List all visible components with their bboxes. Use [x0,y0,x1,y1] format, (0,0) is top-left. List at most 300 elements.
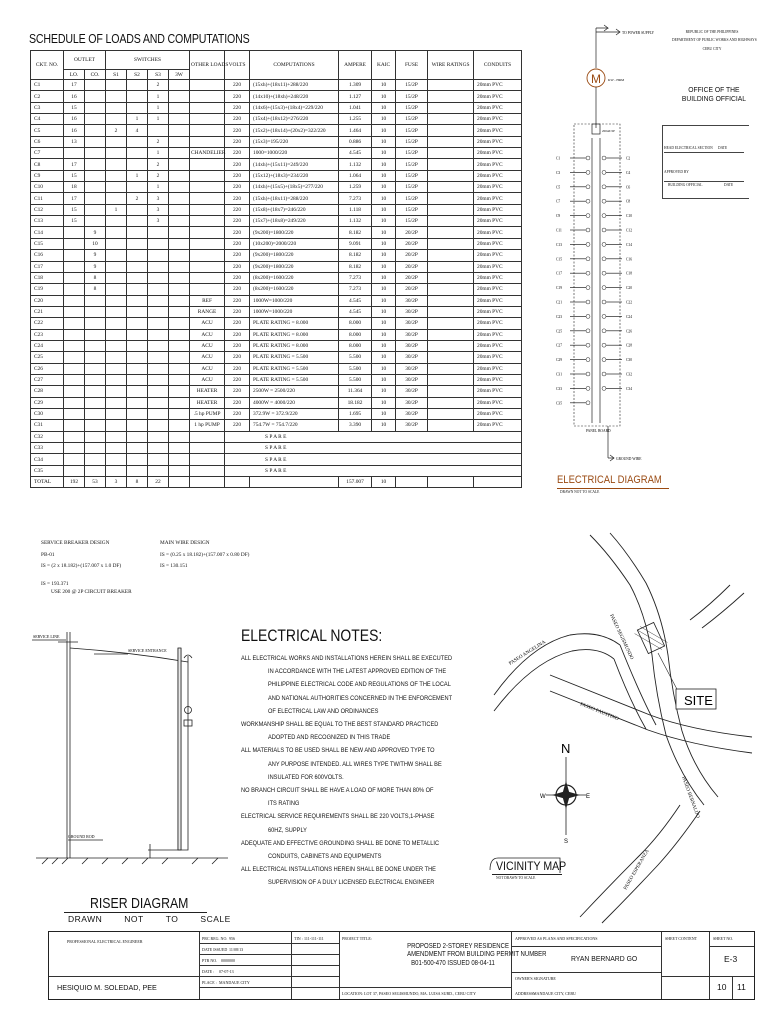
cell-w3 [169,374,190,385]
cell-s2 [127,250,148,261]
cell-co [85,114,106,125]
cell-ckt: C6 [31,136,64,147]
riser-label-ground: GROUND ROD [68,834,95,839]
riser-label-entrance: SERVICE ENTRANCE [128,648,167,653]
table-row [31,272,522,283]
circuit-label-left: C29 [556,358,562,363]
cell-co [85,306,106,317]
cell-kaic: 10 [372,148,396,159]
cell-fuse: 30/2P [396,306,428,317]
cell-conduit: 20mm PVC [474,397,522,408]
note-line: PHILIPPINE ELECTRICAL CODE AND REGULATIONS OF THE LOCAL [268,681,451,689]
cell-wire [428,329,474,340]
cell-other [190,170,225,181]
cell-fuse: 30/2P [396,340,428,351]
cell-other: .5 hp PUMP [190,408,225,419]
cell-s3 [148,352,169,363]
cell-comp: PLATE RATING = 5.500 [250,374,339,385]
approval-bldg-official: BUILDING OFFICIAL [668,183,703,187]
cell-conduit: 20mm PVC [474,148,522,159]
total-s1: 3 [106,477,127,488]
cell-wire [428,204,474,215]
notes-title: ELECTRICAL NOTES: [241,626,383,645]
cell-kaic: 10 [372,114,396,125]
table-row [31,397,522,408]
cell-comp: (15x2)+(18x14)+(20x2)=322/220 [250,125,339,136]
cell-w3 [169,318,190,329]
cell-ckt: C3 [31,102,64,113]
cell-wire [428,148,474,159]
note-line: 60HZ, SUPPLY [268,826,307,834]
cell-kaic: 10 [372,136,396,147]
cell-other [190,272,225,283]
cell-empty [225,477,250,488]
cell-conduit: 20mm PVC [474,91,522,102]
cell-wire [428,193,474,204]
cell-s1 [106,306,127,317]
cell-empty [190,454,225,465]
cell-co [85,374,106,385]
cell-amp: 9.091 [339,238,372,249]
cell-ckt: C26 [31,363,64,374]
cell-ckt: C12 [31,204,64,215]
cell-amp: 1.118 [339,204,372,215]
cell-w3 [169,340,190,351]
service-breaker-design [41,538,132,599]
cell-fuse: 20/2P [396,250,428,261]
tin-value: 111-111-111 [304,936,324,941]
sbd-line-2: IS = (2 x 18.182)+(157.007 x 1.0 DF) [41,563,122,569]
cell-conduit: 20mm PVC [474,329,522,340]
cell-volts: 220 [225,386,250,397]
cell-conduit: 20mm PVC [474,204,522,215]
cell-w3 [169,306,190,317]
cell-amp: 8.000 [339,329,372,340]
cell-conduit: 20mm PVC [474,386,522,397]
cell-comp: (10x200)=2000/220 [250,238,339,249]
cell-amp: 18.182 [339,397,372,408]
cell-other: HEATER [190,386,225,397]
project-line-1: PROPOSED 2-STOREY RESIDENCE [407,941,509,950]
cell-wire [428,250,474,261]
cell-fuse: 15/2P [396,182,428,193]
cell-w3 [169,363,190,374]
cell-kaic: 10 [372,250,396,261]
circuit-label-right: C30 [626,358,632,363]
cell-ckt: C19 [31,284,64,295]
prc-label: PRC REG. NO. [202,936,228,941]
cell-wire [428,363,474,374]
cell-fuse: 30/2P [396,352,428,363]
cell-ckt: C2 [31,91,64,102]
cell-kaic: 10 [372,170,396,181]
cell-co: 9 [85,227,106,238]
circuit-label-left: C7 [556,199,561,204]
road-label-3: PASEO FAUSTINO [579,702,620,723]
breaker-icon [602,228,606,232]
dates-issued-value: 11/08/13 [229,947,244,952]
breaker-icon [602,242,606,246]
cell-wire [428,238,474,249]
cell-s1 [106,295,127,306]
cell-s1 [106,408,127,419]
cell-conduit: 20mm PVC [474,318,522,329]
cell-fuse: 20/2P [396,261,428,272]
cell-other: ACU [190,318,225,329]
cell-conduit: 20mm PVC [474,125,522,136]
table-row [31,216,522,227]
cell-wire [428,284,474,295]
cell-volts: 220 [225,272,250,283]
col-outlet: OUTLET [64,51,106,70]
cell-comp: (15x12)+(18x3)=234/220 [250,170,339,181]
cell-conduit: 20mm PVC [474,170,522,181]
col-ckt: CKT. NO. [31,51,64,80]
cell-s1 [106,170,127,181]
cell-empty [106,465,127,476]
table-row [31,352,522,363]
breaker-icon [602,271,606,275]
cell-wire [428,80,474,91]
circuit-label-left: C3 [556,170,561,175]
breaker-icon [586,286,590,290]
note-line: ALL MATERIALS TO BE USED SHALL BE NEW AND APPROVED TYPE TO [241,747,435,755]
location: LOCATION: LOT 37, PASEO SEGISMUNDO, MA. LUISA SUBD., CEBU CITY [342,991,477,996]
cell-empty [85,454,106,465]
cell-fuse: 15/2P [396,125,428,136]
cell-co [85,340,106,351]
cell-s1 [106,352,127,363]
cell-ckt: C9 [31,170,64,181]
cell-other [190,182,225,193]
cell-ckt: C22 [31,318,64,329]
table-row [31,363,522,374]
cell-amp: 4.545 [339,148,372,159]
cell-co [85,397,106,408]
road-label-2: PASEO SEGISMUNDO [608,613,634,661]
table-row [31,193,522,204]
cell-ckt: C23 [31,329,64,340]
table-row [31,318,522,329]
cell-conduit: 20mm PVC [474,420,522,431]
cell-amp: 8.182 [339,227,372,238]
cell-lo [64,408,85,419]
cell-amp: 7.273 [339,272,372,283]
approval-header-1: REPUBLIC OF THE PHILIPPINES [685,30,739,34]
circuit-label-left: C33 [556,386,562,391]
cell-volts: 220 [225,397,250,408]
cell-ckt: C30 [31,408,64,419]
cell-w3 [169,352,190,363]
breaker-icon [586,185,590,189]
arrow-right-icon [596,29,620,35]
cell-s1 [106,374,127,385]
cell-s3: 3 [148,216,169,227]
cell-other [190,284,225,295]
cell-kaic: 10 [372,216,396,227]
cell-s3 [148,340,169,351]
note-line: ANY PURPOSE INTENDED. ALL WIRES TYPE TW/THW SHALL BE [268,760,442,768]
cell-co [85,329,106,340]
cell-fuse: 30/2P [396,408,428,419]
cell-s3 [148,329,169,340]
circuit-label-right: C20 [626,286,632,291]
cell-other: 1 hp PUMP [190,420,225,431]
circuit-label-left: C5 [556,185,561,190]
table-row [31,170,522,181]
cell-other: HEATER [190,397,225,408]
cell-amp: 1.695 [339,408,372,419]
cell-s2 [127,295,148,306]
cell-s1 [106,284,127,295]
title-block [48,931,755,1000]
cell-kaic: 10 [372,386,396,397]
date-label: DATE : [202,969,215,974]
table-row [31,408,522,419]
cell-wire [428,125,474,136]
breaker-icon [602,358,606,362]
cell-conduit: 20mm PVC [474,102,522,113]
table-row [31,329,522,340]
cell-s1 [106,329,127,340]
east-label: E [586,794,591,800]
breaker-icon [602,386,606,390]
total-label: TOTAL [31,477,64,488]
cell-wire [428,420,474,431]
cell-conduit: 20mm PVC [474,193,522,204]
cell-wire [428,295,474,306]
cell-wire [428,114,474,125]
riser-subtitle-4: SCALE [200,914,231,924]
cell-ckt: C32 [31,431,64,442]
cell-s1 [106,250,127,261]
cell-empty [396,477,428,488]
cell-s2 [127,80,148,91]
cell-s1 [106,238,127,249]
cell-lo [64,295,85,306]
cell-s2 [127,386,148,397]
cell-co [85,170,106,181]
cell-amp: 1.127 [339,91,372,102]
cell-amp: 1.064 [339,170,372,181]
cell-s1 [106,397,127,408]
kwh-label: KW - HRM [608,78,625,82]
total-lo: 192 [64,477,85,488]
cell-s1 [106,91,127,102]
cell-lo: 15 [64,102,85,113]
cell-s3: 1 [148,148,169,159]
ptr-value: 0000000 [221,958,235,963]
circuit-label-left: C11 [556,228,562,233]
cell-co [85,182,106,193]
circuit-label-left: C17 [556,271,562,276]
breaker-icon [602,156,606,160]
cell-conduit: 20mm PVC [474,374,522,385]
cell-volts: 220 [225,363,250,374]
cell-comp: PLATE RATING = 8.000 [250,340,339,351]
cell-ckt: C14 [31,227,64,238]
cell-fuse: 15/2P [396,114,428,125]
main-wire-design [160,538,249,573]
cell-fuse: 15/2P [396,193,428,204]
cell-s1 [106,182,127,193]
table-row [31,204,522,215]
cell-ckt: C16 [31,250,64,261]
note-line: SUPERVISION OF A DULY LICENSED ELECTRICAL ENGINEER [268,879,435,887]
cell-wire [428,306,474,317]
sheet-number: E-3 [724,954,738,964]
cell-volts: 220 [225,408,250,419]
cell-volts: 220 [225,284,250,295]
col-comp: COMPUTATIONS [250,51,339,80]
cell-kaic: 10 [372,261,396,272]
breaker-icon [602,286,606,290]
cell-s2: 2 [127,193,148,204]
cell-other [190,159,225,170]
tin-label: TIN : [294,936,303,941]
cell-w3 [169,170,190,181]
breaker-icon [602,343,606,347]
cell-w3 [169,420,190,431]
table-row [31,80,522,91]
cell-s2 [127,306,148,317]
cell-other [190,261,225,272]
breaker-icon [586,386,590,390]
project-line-2: AMENDMENT FROM BUILDING PERMIT NUMBER [407,949,547,959]
cell-co [85,352,106,363]
note-line: ADOPTED AND RECOGNIZED IN THIS TRADE [268,734,391,742]
col-fuse: FUSE [396,51,428,80]
cell-ckt: C27 [31,374,64,385]
approval-head: HEAD ELECTRICAL SECTION [664,146,713,150]
cell-conduit: 20mm PVC [474,250,522,261]
cell-lo: 17 [64,159,85,170]
cell-volts: 220 [225,102,250,113]
cell-wire [428,397,474,408]
cell-conduit: 20mm PVC [474,272,522,283]
cell-lo [64,227,85,238]
cell-s2 [127,420,148,431]
cell-s3 [148,374,169,385]
col-3w: 3W [169,70,190,80]
breaker-icon [586,156,590,160]
breaker-icon [586,358,590,362]
cell-comp: (15x7)+(18x8)=249/220 [250,216,339,227]
cell-co [85,216,106,227]
cell-amp: 0.886 [339,136,372,147]
cell-kaic: 10 [372,318,396,329]
cell-lo: 16 [64,125,85,136]
cell-s1 [106,148,127,159]
cell-conduit: 20mm PVC [474,340,522,351]
cell-s1 [106,136,127,147]
vicinity-title: VICINITY MAP [496,859,567,873]
cell-kaic: 10 [372,193,396,204]
cell-w3 [169,250,190,261]
approved-label: APPROVED AS PLANS AND SPECIFICATIONS [515,936,598,941]
cell-fuse: 20/2P [396,227,428,238]
cell-wire [428,102,474,113]
cell-s1 [106,420,127,431]
cell-comp: (15xh)+(18x11)=288/220 [250,193,339,204]
north-label: N [561,741,571,756]
cell-fuse: 15/2P [396,159,428,170]
cell-comp: 1000=1000/220 [250,148,339,159]
cell-ckt: C21 [31,306,64,317]
cell-empty [85,431,106,442]
table-row [31,284,522,295]
cell-volts: 220 [225,306,250,317]
cell-wire [428,318,474,329]
cell-lo [64,352,85,363]
cell-s1 [106,318,127,329]
panel-board-label: PANEL BOARD [586,429,611,433]
cell-other [190,91,225,102]
cell-empty [127,431,148,442]
cell-w3 [169,80,190,91]
south-label: S [564,839,569,845]
cell-fuse: 20/2P [396,272,428,283]
spare-row [31,465,522,476]
cell-kaic: 10 [372,204,396,215]
cell-spare: S P A R E [225,431,522,442]
cell-s3 [148,408,169,419]
cell-s3 [148,284,169,295]
cell-fuse: 30/2P [396,295,428,306]
breaker-icon [602,214,606,218]
circuit-label-left: C19 [556,286,562,291]
cell-volts: 220 [225,193,250,204]
cell-wire [428,91,474,102]
circuit-label-right: C26 [626,329,632,334]
cell-lo [64,420,85,431]
cell-fuse: 30/2P [396,374,428,385]
cell-conduit: 20mm PVC [474,182,522,193]
cell-comp: (9x200)=1800/220 [250,227,339,238]
cell-amp: 4.545 [339,306,372,317]
sbd-line-1: PB-01 [41,551,55,558]
office-building-official [677,85,751,103]
approval-header-3: CEBU CITY [702,47,722,51]
cell-empty [64,454,85,465]
cell-s2 [127,238,148,249]
cell-other [190,114,225,125]
cell-volts: 220 [225,227,250,238]
cell-comp: 1000W=1000/220 [250,306,339,317]
circuit-label-left: C13 [556,242,562,247]
table-row [31,159,522,170]
cell-s2 [127,261,148,272]
cell-s2 [127,102,148,113]
total-s2: 8 [127,477,148,488]
cell-amp: 1.259 [339,182,372,193]
cell-conduit: 20mm PVC [474,159,522,170]
cell-kaic: 10 [372,295,396,306]
note-line: CONDUITS, CABINETS AND EQUIPMENTS [268,853,382,861]
cell-lo: 15 [64,216,85,227]
cell-kaic: 10 [372,227,396,238]
prc-value: 956 [229,936,235,941]
col-ampere: AMPERE [339,51,372,80]
cell-s3 [148,318,169,329]
col-other: OTHER LOADS [190,51,225,80]
note-line: NO BRANCH CIRCUIT SHALL BE HAVE A LOAD OF MORE THAN 80% OF [241,787,434,795]
cell-empty [127,443,148,454]
cell-empty [169,477,190,488]
cell-kaic: 10 [372,182,396,193]
circuit-label-left: C15 [556,257,562,262]
cell-volts: 220 [225,329,250,340]
